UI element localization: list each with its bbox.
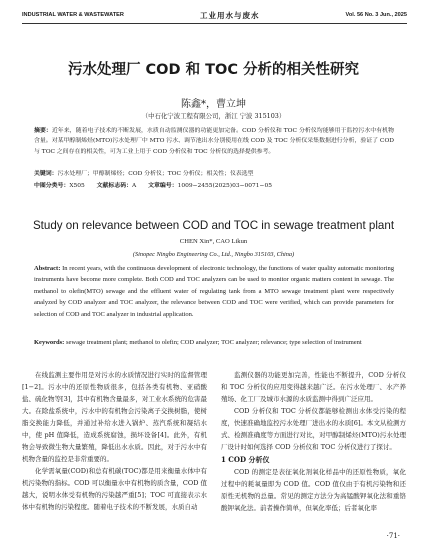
classification-line: [34, 180, 394, 189]
body-paragraph: COD 分析仪和 TOC 分析仪都能够检测出水体受污染的程度，快速准确地监控污水处理厂进出水的水质[6]。本文从检测方式、检测准确度等方面进行对比，对甲醇制烯烃(MTO)污水处理厂设计时如何选择 COD 分析仪和 TOC 分析仪进行了探讨。: [221, 407, 406, 451]
journal-name-en: INDUSTRIAL WATER & WASTEWATER: [22, 12, 124, 18]
body-paragraph: 监测仪器的功能更加完善，性能也不断提升，COD 分析仪和 TOC 分析仪的应用变得越来越广泛。在污水处理厂、水产养殖场、化工厂及城市水源的水质监测中得到广泛应用。: [221, 371, 406, 403]
affiliation-en: (Sinopec Ningbo Engineering Co., Ltd., Ningbo 315103, China): [132, 251, 295, 258]
affiliation-cn: （中石化宁波工程有限公司，浙江 宁波 315103）: [141, 112, 286, 120]
running-header: [22, 10, 407, 24]
abstract-en-label: Abstract:: [34, 265, 61, 272]
abstract-en: [34, 263, 394, 320]
body-paragraph: 化学需氧量(COD)和总有机碳(TOC)都是用来衡量水体中有机污染物的指标。COD 可以衡量水中有机物的质含量，COD 值越大，说明水体受有机物的污染越严重[5]；TOC 可直接表示水体中有机物的污染程度。随着电子技术的不断发展，水质自动: [22, 467, 207, 511]
authors-cn: 陈鑫*，曹立坤: [181, 99, 246, 110]
body-paragraph: COD 的测定是表征氧化剂氧化样品中的还原性物质，氧化过程中的耗氧量即为 COD 值。COD 值仅由于有机污染物和还原性无机物的总量。常见的测定方法分为高锰酸钾氧化法和重铬酸钾氧化法。前者操作简单，但氧化率低；后者氧化率: [221, 468, 406, 512]
keywords-cn-label: 关键词：: [34, 170, 58, 177]
keywords-cn: [34, 168, 394, 177]
journal-name-cn: 工业用水与废水: [200, 11, 260, 20]
abstract-cn: [34, 126, 394, 157]
body-paragraph: 在线监测主要作用是对污水的水质情况进行实时的监督管理[1−2]。污水中的还原性物质很多，包括各类有机物、亚硝酸盐、硫化物等[3]，其中有机物含量最多，对工业水系统的危害最大。在除盐系统中，污水中的有机物会污染离子交换树脂，使树脂交换能力降低，并通过补给水进入锅炉、蒸汽系统和凝结水中，使 pH 值降低，造成系统腐蚀，损坏设备[4]。此外，有机物会导致微生物大量繁殖，降低出水水质。因此，对于污水中有机物含量的监控是非常重要的。: [22, 371, 207, 463]
body-column-right: [221, 369, 406, 514]
article-id: 文章编号：1009−2455(2025)03−0071−05: [148, 182, 272, 189]
keywords-cn-text: 污水处理厂；甲醇制烯烃；COD 分析仪；TOC 分析仪；相关性；仪表选型: [57, 171, 254, 177]
body-column-left: [22, 369, 207, 513]
clc-number: 中图分类号：X505: [34, 182, 85, 189]
keywords-en-text: sewage treatment plant; methanol to olefin; COD analyzer; TOC analyzer; relevance; type selection of instrument: [65, 339, 362, 346]
keywords-en-label: Keywords:: [34, 339, 65, 346]
issue-info: Vol. 56 No. 3 Jun., 2025: [345, 12, 407, 18]
keywords-en: [34, 337, 394, 348]
document-code: 文献标志码：A: [96, 182, 137, 189]
page-number: ·71·: [386, 532, 400, 540]
article-title-cn: 污水处理厂 COD 和 TOC 分析的相关性研究: [67, 62, 360, 78]
article-title-en: Study on relevance between COD and TOC in sewage treatment plant: [32, 219, 395, 232]
abstract-en-text: In recent years, with the continuous development of electronic technology, the functions of water quality automatic monitoring instruments have become more complete. Both COD and TOC analyzers can be used to monitor organic matters content in sewage. The methanol to olefin(MTO) sewage and the effluent water of regulating tank from a MTO sewage treatment plant were respectively analyzed by COD analyzer and TOC analyzer, the relevance between COD and TOC were verified, which can provide parameters for selection of COD and TOC analyzer in industrial application.: [34, 265, 394, 318]
abstract-cn-label: 摘要：: [34, 127, 52, 134]
section-heading: 1 COD 分析仪: [221, 455, 270, 464]
abstract-cn-text: 近年来，随着电子技术的不断发展，水质自动监测仪器的功能更加完备。COD 分析仪和 TOC 分析仪均能够用于监控污水中有机物含量。对某甲醇制烯烃(MTO)污水处理厂中 MTO 污水、调节池出水分别使用在线 COD 及 TOC 分析仪采集数据进行分析，验证了 COD 与 TOC 之间存在的相关性，可为工业上用于 COD 分析仪和 TOC 分析仪的选择提供参考。: [34, 128, 394, 155]
authors-en: CHEN Xin*, CAO Likun: [179, 238, 248, 245]
